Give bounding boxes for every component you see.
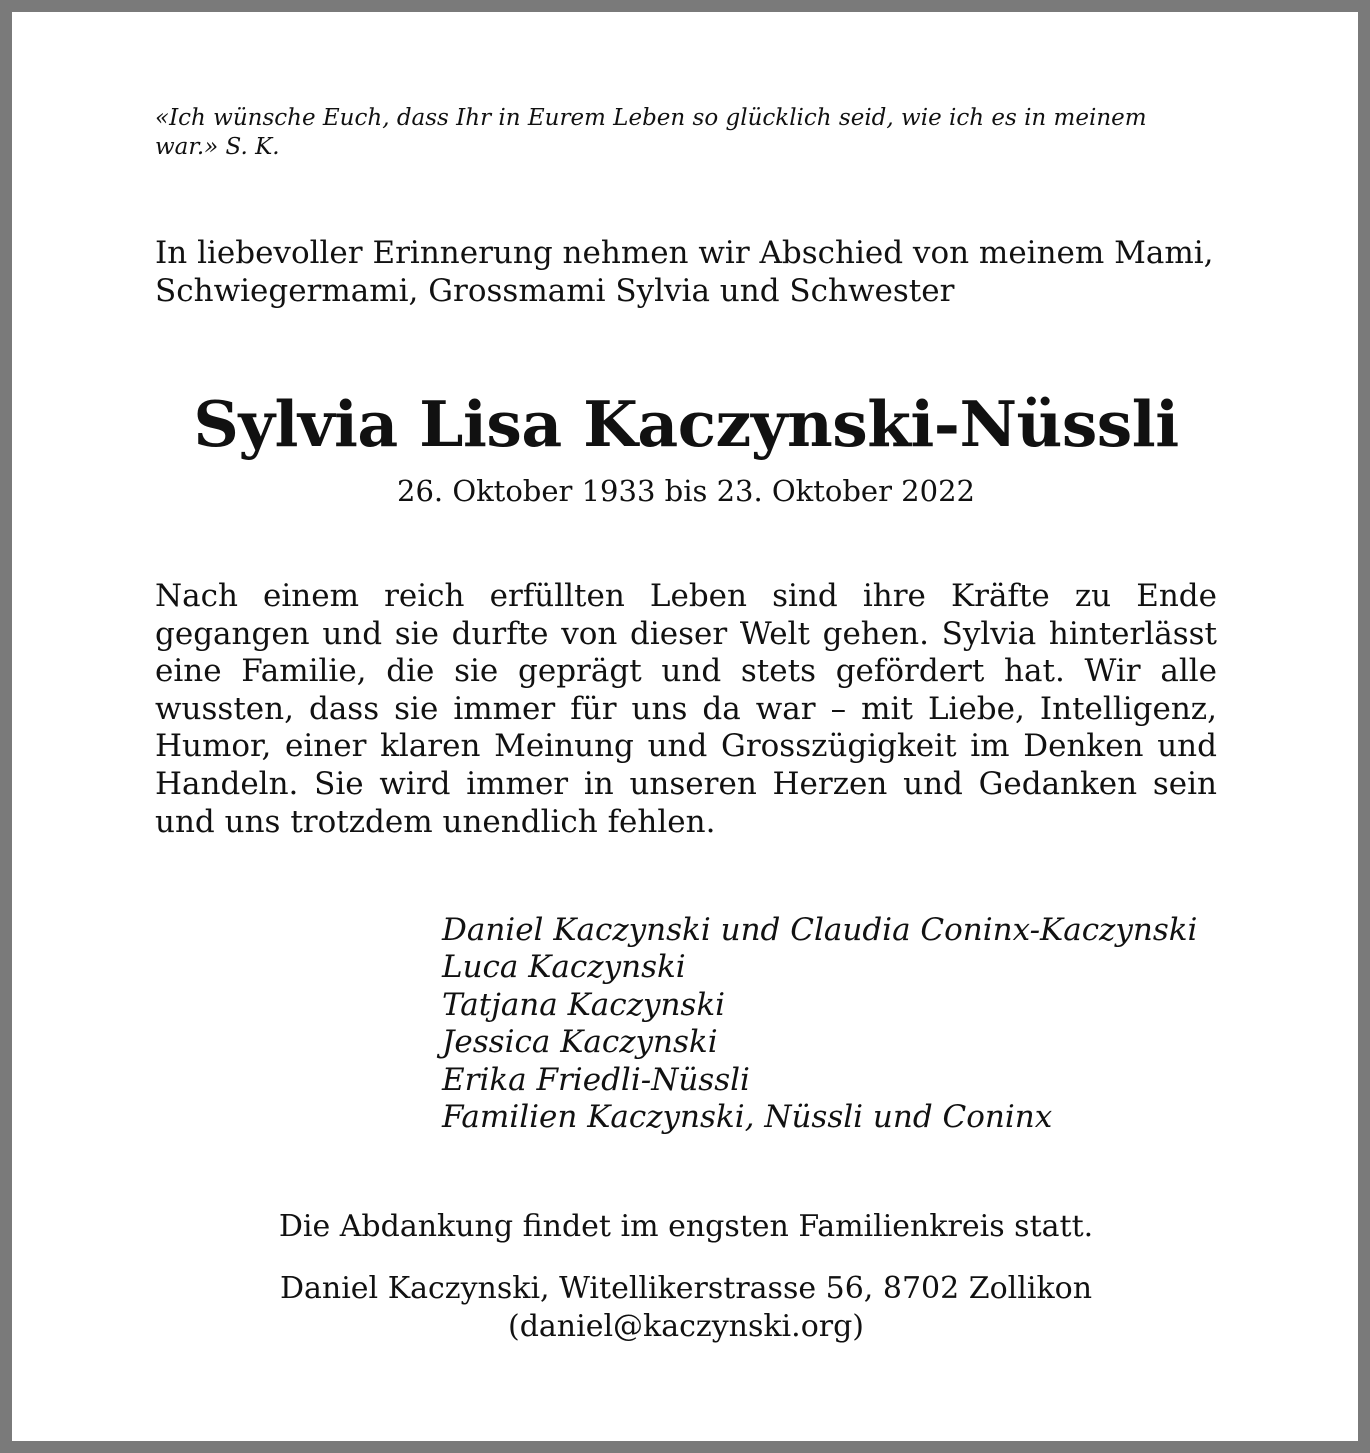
contact-email: (daniel@kaczynski.org) (507, 1309, 864, 1344)
contact-address: Daniel Kaczynski, Witellikerstrasse 56, 8702 Zollikon (279, 1271, 1093, 1306)
signer: Daniel Kaczynski und Claudia Coninx-Kaczynski (442, 912, 1198, 948)
funeral-note: Die Abdankung findet im engsten Familienkreis statt. (278, 1209, 1094, 1244)
obituary-page (12, 12, 1358, 1441)
signer: Familien Kaczynski, Nüssli und Coninx (442, 1099, 1053, 1136)
signer: Jessica Kaczynski (442, 1024, 718, 1061)
intro-text: In liebevoller Erinnerung nehmen wir Abschied von meinem Mami, Schwiegermami, Grossmami Sylvia und Schwester (155, 235, 1214, 309)
quote: «Ich wünsche Euch, dass Ihr in Eurem Leben so glücklich seid, wie ich es in meinem war.» S. K. (155, 105, 1147, 160)
signer: Luca Kaczynski (442, 949, 686, 986)
signer: Tatjana Kaczynski (442, 986, 726, 1023)
life-dates: 26. Oktober 1933 bis 23. Oktober 2022 (397, 474, 975, 508)
contact-block (155, 1270, 1217, 1346)
signers-list (442, 912, 1232, 1136)
body-text: Nach einem reich erfüllten Leben sind ihre Kräfte zu Ende gegangen und sie durfte von dieser Welt gehen. Sylvia hinterlässt eine Familie, die sie geprägt und stets gefördert hat. Wir alle wussten, dass sie immer für uns da war – mit Liebe, Intelligenz, Humor, einer klaren Meinung und Grosszügigkeit im Denken und Handeln. Sie wird immer in unseren Herzen und Gedanken sein und uns trotzdem unendlich fehlen. (155, 578, 1217, 840)
signer: Erika Friedli-Nüssli (442, 1061, 750, 1098)
deceased-name: Sylvia Lisa Kaczynski-Nüssli (193, 387, 1179, 461)
